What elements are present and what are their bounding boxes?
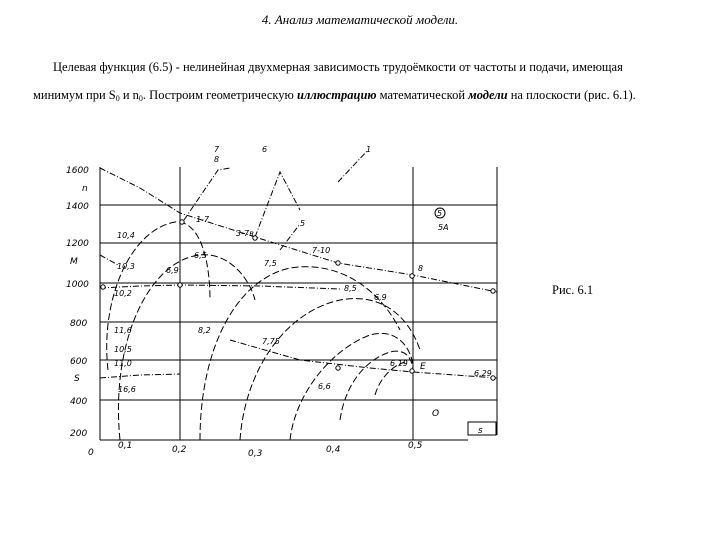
- y-tick-1600: 1600: [66, 166, 89, 176]
- contour-label-6-29: 6,29: [474, 369, 492, 378]
- point-7-10: [336, 261, 340, 265]
- point-mid-1: [178, 283, 182, 287]
- constraint-line-mid: [100, 285, 340, 289]
- contour-label-7-5: 7,5: [264, 259, 277, 268]
- origin-label: 0: [88, 448, 94, 458]
- contour-label-10-5: 10,5: [114, 345, 132, 354]
- paragraph-text-2: и n: [119, 88, 139, 102]
- axis-n-label: n: [82, 184, 88, 194]
- contour-label-7-75: 7,75: [262, 337, 280, 346]
- axis-s-label: S: [74, 374, 80, 384]
- y-tick-1200: 1200: [66, 239, 89, 249]
- contour-label-8-2: 8,2: [198, 326, 211, 335]
- leader-7: 7: [214, 145, 220, 154]
- contour-label-6-5: 6,5: [194, 251, 207, 260]
- contour-label-10-4: 10,4: [117, 231, 135, 240]
- contour-label-16-6: 16,6: [118, 385, 136, 394]
- emphasis-illustration: иллюстрацию: [297, 88, 377, 102]
- contour-label-6-19: 6,19: [390, 359, 408, 368]
- contour-4: [240, 299, 420, 440]
- paragraph-text-5: на плоскости (рис. 6.1).: [507, 88, 636, 102]
- point-1-7: [180, 220, 184, 224]
- paragraph-text-1: Целевая функция (6.5) - нелинейная двухмерная зависимость трудоёмкости от частоты и подачи, имеющая минимум при S: [33, 60, 623, 102]
- emphasis-model: модели: [468, 88, 508, 102]
- paragraph-text-3: . Построим геометрическую: [142, 88, 297, 102]
- point-mid-0: [101, 285, 105, 289]
- contour-label-11-6: 11,6: [114, 326, 132, 335]
- y-tick-400: 400: [70, 397, 88, 407]
- circle-label: 5: [437, 209, 443, 218]
- contour-label-10-3: 10,3: [117, 262, 135, 271]
- subscript-s0: 0: [115, 94, 120, 103]
- x-tick-0-2: 0,2: [172, 445, 187, 455]
- x-tick-0-4: 0,4: [326, 445, 341, 455]
- y-tick-1000: 1000: [66, 280, 89, 290]
- section-heading: 4. Анализ математической модели.: [261, 12, 459, 27]
- label-3-7: 3-7в: [236, 229, 254, 238]
- contour-label-6-9b: 6,9: [374, 293, 387, 302]
- leader-line-6: [280, 224, 300, 250]
- contour-3: [200, 267, 400, 440]
- figure-caption: Рис. 6.1: [552, 283, 594, 297]
- point-e: [410, 369, 414, 373]
- x-tick-0-1: 0,1: [118, 441, 133, 451]
- subscript-n0: 0: [138, 94, 143, 103]
- letter-m: M: [70, 257, 78, 267]
- leader-5: 5: [300, 219, 306, 228]
- contour-label-11-0: 11,0: [114, 359, 132, 368]
- contour-5: [290, 333, 413, 440]
- leader-6: 6: [262, 145, 268, 154]
- letter-s: s: [478, 426, 483, 436]
- leader-line-1: [338, 150, 368, 182]
- y-tick-600: 600: [70, 357, 88, 367]
- leader-line-7: [184, 168, 230, 220]
- letter-e: E: [420, 362, 426, 372]
- y-tick-800: 800: [70, 319, 88, 329]
- y-tick-1400: 1400: [66, 202, 89, 212]
- point-right: [491, 289, 495, 293]
- contour-label-6-6: 6,6: [318, 382, 331, 391]
- contour-label-10-2: 10,2: [114, 289, 132, 298]
- x-tick-0-3: 0,3: [248, 449, 263, 459]
- label-7-10: 7-10: [312, 246, 331, 255]
- letter-o: O: [432, 409, 440, 419]
- leader-8: 8: [214, 155, 220, 164]
- y-tick-200: 200: [70, 429, 88, 439]
- contour-label-6-9a: 6,9: [166, 266, 179, 275]
- label-1-7: 1-7: [196, 215, 210, 224]
- circle-sub-label: 5А: [438, 223, 449, 232]
- point-bottom-1: [336, 366, 340, 370]
- paragraph-text-4: математической: [376, 88, 469, 102]
- x-tick-0-5: 0,5: [408, 441, 423, 451]
- leader-1: 1: [366, 145, 372, 154]
- contour-label-8-5: 8,5: [344, 284, 357, 293]
- constraint-line-s: [100, 374, 180, 378]
- point-8: [410, 274, 414, 278]
- contour-label-8: 8: [418, 264, 424, 273]
